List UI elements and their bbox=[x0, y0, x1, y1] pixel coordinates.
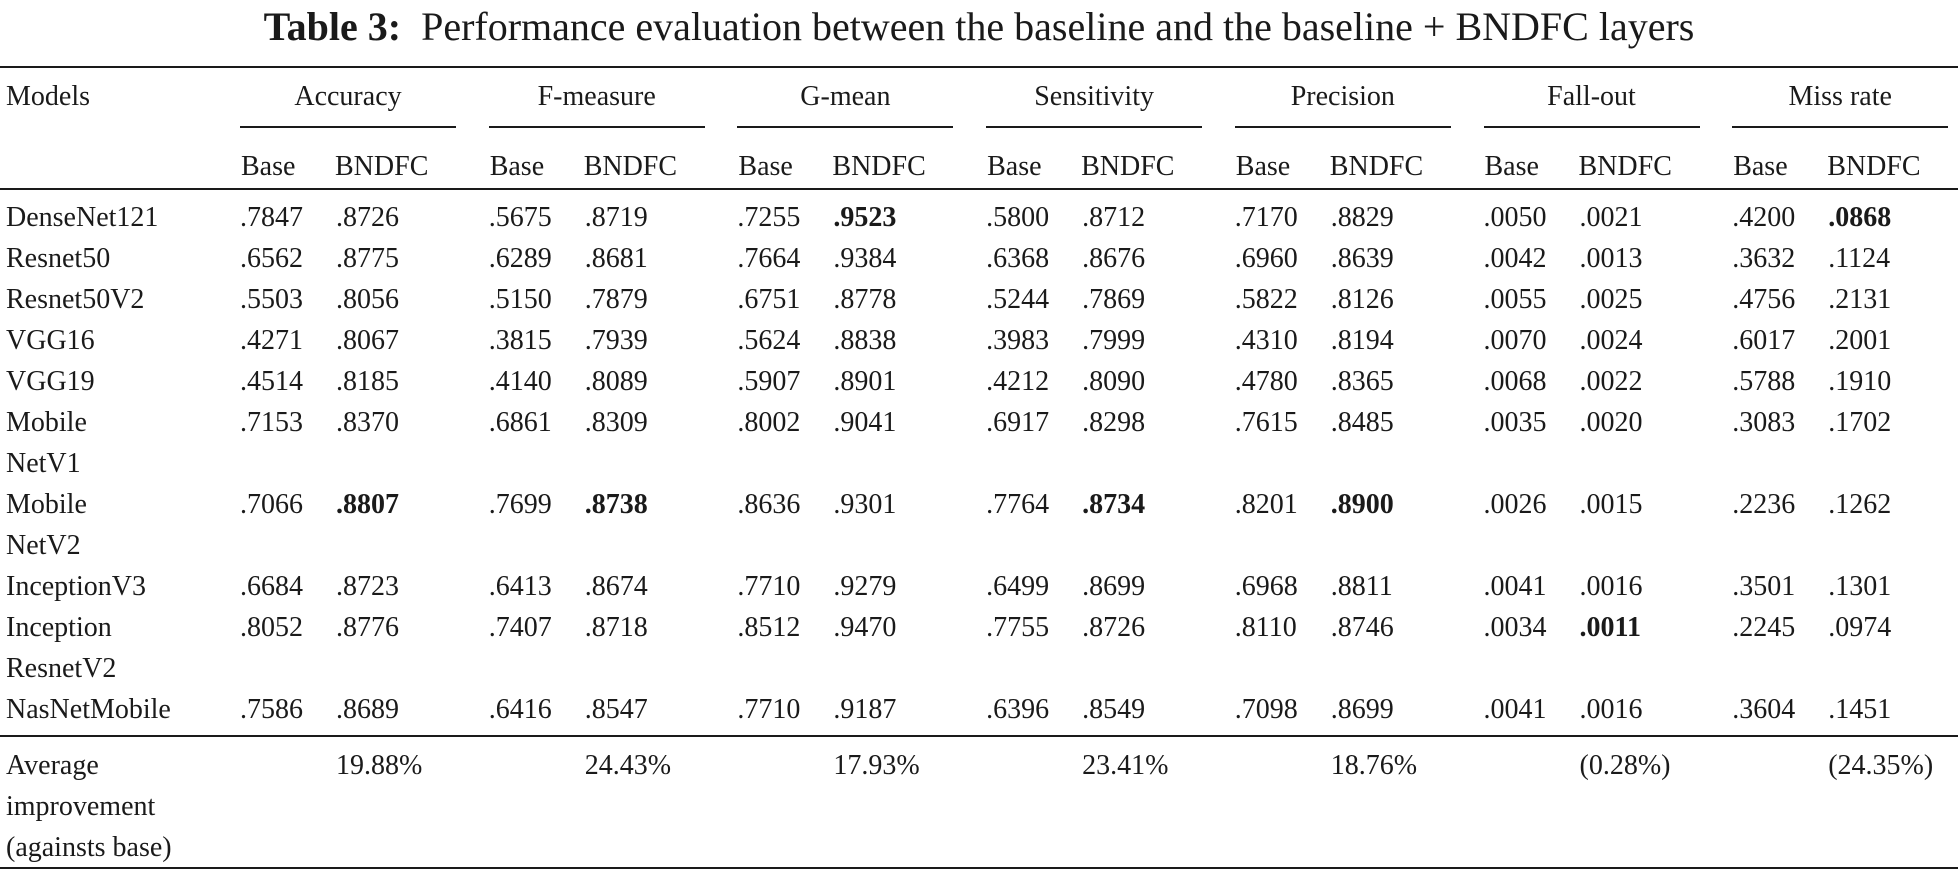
table-cell-value: .0013 bbox=[1579, 243, 1643, 274]
table-cell-value: .8738 bbox=[584, 489, 648, 520]
table-cell-value: .4756 bbox=[1732, 284, 1796, 315]
table-cell-value: .5503 bbox=[240, 284, 303, 315]
metric-group-underline bbox=[1484, 126, 1700, 128]
table-cell-value: .0025 bbox=[1579, 284, 1643, 315]
table-cell-value: .8309 bbox=[584, 407, 648, 438]
footer-improvement-value: 19.88% bbox=[336, 750, 423, 781]
table-cell-value: .8512 bbox=[737, 612, 801, 643]
table-cell-value: .0974 bbox=[1828, 612, 1892, 643]
table-cell-value: .7869 bbox=[1082, 284, 1146, 315]
table-cell-value: .8746 bbox=[1330, 612, 1394, 643]
footer-improvement-value: (0.28%) bbox=[1579, 750, 1671, 781]
table-cell-value: .8194 bbox=[1330, 325, 1394, 356]
subheader-base: Base bbox=[241, 151, 296, 182]
caption-text: Performance evaluation between the baseline and the baseline + BNDFC layers bbox=[421, 4, 1695, 49]
table-cell-value: .0016 bbox=[1579, 571, 1643, 602]
table-cell-value: .8718 bbox=[584, 612, 648, 643]
table-top-rule bbox=[0, 66, 1958, 68]
subheader-bndfc: BNDFC bbox=[335, 151, 429, 182]
table-cell-value: .8185 bbox=[336, 366, 399, 397]
table-cell-value: .6684 bbox=[240, 571, 303, 602]
subheader-bndfc: BNDFC bbox=[1827, 151, 1921, 182]
subheader-bndfc: BNDFC bbox=[832, 151, 926, 182]
table-cell-value: .9301 bbox=[833, 489, 897, 520]
row-model-name: NasNetMobile bbox=[6, 694, 171, 725]
table-cell-value: .7764 bbox=[986, 489, 1050, 520]
row-model-name: ResnetV2 bbox=[6, 653, 117, 684]
table-cell-value: .0035 bbox=[1483, 407, 1547, 438]
table-cell-value: .8900 bbox=[1330, 489, 1394, 520]
table-cell-value: .0041 bbox=[1483, 694, 1547, 725]
table-cell-value: .8699 bbox=[1330, 694, 1394, 725]
table-cell-value: .7615 bbox=[1234, 407, 1298, 438]
table-cell-value: .7755 bbox=[986, 612, 1050, 643]
row-model-name: Mobile bbox=[6, 489, 87, 520]
table-cell-value: .8712 bbox=[1082, 202, 1146, 233]
table-cell-value: .7847 bbox=[240, 202, 303, 233]
table-cell-value: .8639 bbox=[1330, 243, 1394, 274]
table-cell-value: .0068 bbox=[1483, 366, 1547, 397]
footer-improvement-value: 17.93% bbox=[833, 750, 920, 781]
table-cell-value: .7879 bbox=[584, 284, 648, 315]
subheader-bndfc: BNDFC bbox=[583, 151, 678, 182]
table-cell-value: .2131 bbox=[1828, 284, 1892, 315]
metric-group-underline bbox=[737, 126, 953, 128]
table-cell-value: .0055 bbox=[1483, 284, 1547, 315]
footer-improvement-value: 24.43% bbox=[584, 750, 672, 781]
table-cell-value: .8002 bbox=[737, 407, 801, 438]
metric-header: Fall-out bbox=[1547, 81, 1636, 112]
table-cell-value: .4271 bbox=[240, 325, 303, 356]
table-cell-value: .8726 bbox=[336, 202, 399, 233]
table-cell-value: .3083 bbox=[1732, 407, 1796, 438]
table-cell-value: .3983 bbox=[986, 325, 1050, 356]
table-cell-value: .7066 bbox=[240, 489, 303, 520]
table-cell-value: .6499 bbox=[986, 571, 1050, 602]
table-cell-value: .1124 bbox=[1828, 243, 1891, 274]
table-cell-value: .5822 bbox=[1234, 284, 1298, 315]
table-cell-value: .8201 bbox=[1234, 489, 1298, 520]
table-cell-value: .0050 bbox=[1483, 202, 1547, 233]
row-model-name: Inception bbox=[6, 612, 112, 643]
table-cell-value: .8719 bbox=[584, 202, 648, 233]
metric-header: G-mean bbox=[800, 81, 891, 112]
table-cell-value: .2245 bbox=[1732, 612, 1796, 643]
table-cell-value: .7710 bbox=[737, 694, 801, 725]
footer-improvement-value: 18.76% bbox=[1330, 750, 1418, 781]
table-cell-value: .9187 bbox=[833, 694, 897, 725]
table-cell-value: .9041 bbox=[833, 407, 897, 438]
subheader-base: Base bbox=[1235, 151, 1291, 182]
table-cell-value: .0011 bbox=[1579, 612, 1641, 643]
table-cell-value: .8056 bbox=[336, 284, 399, 315]
metric-group-underline bbox=[1732, 126, 1948, 128]
table-header-rule bbox=[0, 188, 1958, 190]
subheader-bndfc: BNDFC bbox=[1578, 151, 1672, 182]
table-bottom-rule bbox=[0, 867, 1958, 869]
row-model-name: NetV2 bbox=[6, 530, 81, 561]
table-cell-value: .0034 bbox=[1483, 612, 1547, 643]
subheader-bndfc: BNDFC bbox=[1329, 151, 1424, 182]
table-cell-value: .0015 bbox=[1579, 489, 1643, 520]
table-cell-value: .6960 bbox=[1234, 243, 1298, 274]
table-cell-value: .8110 bbox=[1234, 612, 1297, 643]
table-cell-value: .7407 bbox=[488, 612, 552, 643]
footer-improvement-value: 23.41% bbox=[1082, 750, 1169, 781]
table-cell-value: .1910 bbox=[1828, 366, 1892, 397]
table-cell-value: .8089 bbox=[584, 366, 648, 397]
table-cell-value: .8365 bbox=[1330, 366, 1394, 397]
caption-label: Table 3: bbox=[263, 4, 402, 49]
table-cell-value: .6289 bbox=[488, 243, 552, 274]
table-cell-value: .8298 bbox=[1082, 407, 1146, 438]
table-cell-value: .6396 bbox=[986, 694, 1050, 725]
table-cell-value: .4310 bbox=[1234, 325, 1298, 356]
table-cell-value: .0041 bbox=[1483, 571, 1547, 602]
table-cell-value: .8775 bbox=[336, 243, 399, 274]
column-header-models: Models bbox=[6, 81, 90, 112]
table-cell-value: .4200 bbox=[1732, 202, 1796, 233]
table-cell-value: .8052 bbox=[240, 612, 303, 643]
table-cell-value: .8636 bbox=[737, 489, 801, 520]
table-cell-value: .8807 bbox=[336, 489, 399, 520]
table-cell-value: .0021 bbox=[1579, 202, 1643, 233]
table-body-rule bbox=[0, 735, 1958, 737]
metric-header: Miss rate bbox=[1788, 81, 1892, 112]
table-cell-value: .8067 bbox=[336, 325, 399, 356]
table-cell-value: .8726 bbox=[1082, 612, 1146, 643]
table-cell-value: .1451 bbox=[1828, 694, 1892, 725]
table-cell-value: .8126 bbox=[1330, 284, 1394, 315]
table-cell-value: .7153 bbox=[240, 407, 303, 438]
table-cell-value: .1301 bbox=[1828, 571, 1892, 602]
table-cell-value: .8676 bbox=[1082, 243, 1146, 274]
table-cell-value: .5675 bbox=[488, 202, 552, 233]
table-cell-value: .6368 bbox=[986, 243, 1050, 274]
table-cell-value: .5244 bbox=[986, 284, 1050, 315]
table-cell-value: .2001 bbox=[1828, 325, 1892, 356]
table-cell-value: .5624 bbox=[737, 325, 801, 356]
table-cell-value: .5800 bbox=[986, 202, 1050, 233]
table-cell-value: .0024 bbox=[1579, 325, 1643, 356]
table-cell-value: .7170 bbox=[1234, 202, 1298, 233]
table-cell-value: .7586 bbox=[240, 694, 303, 725]
table-cell-value: .7255 bbox=[737, 202, 801, 233]
table-cell-value: .4212 bbox=[986, 366, 1050, 397]
table-cell-value: .9523 bbox=[833, 202, 897, 233]
row-model-name: NetV1 bbox=[6, 448, 81, 479]
table-cell-value: .0026 bbox=[1483, 489, 1547, 520]
table-cell-value: .3604 bbox=[1732, 694, 1796, 725]
table-cell-value: .0022 bbox=[1579, 366, 1643, 397]
table-cell-value: .7664 bbox=[737, 243, 801, 274]
row-model-name: Resnet50 bbox=[6, 243, 111, 274]
table-cell-value: .8901 bbox=[833, 366, 897, 397]
footer-label: (againsts base) bbox=[6, 832, 172, 863]
table-cell-value: .7999 bbox=[1082, 325, 1146, 356]
table-cell-value: .0016 bbox=[1579, 694, 1643, 725]
table-cell-value: .8699 bbox=[1082, 571, 1146, 602]
subheader-base: Base bbox=[738, 151, 793, 182]
table-cell-value: .8547 bbox=[584, 694, 648, 725]
table-cell-value: .6017 bbox=[1732, 325, 1796, 356]
table-cell-value: .0020 bbox=[1579, 407, 1643, 438]
table-cell-value: .6968 bbox=[1234, 571, 1298, 602]
table-cell-value: .3632 bbox=[1732, 243, 1796, 274]
metric-header: Sensitivity bbox=[1034, 81, 1154, 112]
table-cell-value: .4140 bbox=[488, 366, 552, 397]
table-cell-value: .8734 bbox=[1082, 489, 1146, 520]
table-cell-value: .6562 bbox=[240, 243, 303, 274]
metric-header: Precision bbox=[1290, 81, 1395, 112]
table-cell-value: .5907 bbox=[737, 366, 801, 397]
footer-label: improvement bbox=[6, 791, 156, 822]
table-cell-value: .7699 bbox=[488, 489, 552, 520]
table-cell-value: .7710 bbox=[737, 571, 801, 602]
table-cell-value: .7939 bbox=[584, 325, 648, 356]
table-cell-value: .8090 bbox=[1082, 366, 1146, 397]
table-cell-value: .8811 bbox=[1330, 571, 1393, 602]
metric-header: Accuracy bbox=[294, 81, 402, 112]
row-model-name: Resnet50V2 bbox=[6, 284, 145, 315]
table-cell-value: .9470 bbox=[833, 612, 897, 643]
table-cell-value: .8838 bbox=[833, 325, 897, 356]
table-cell-value: .3815 bbox=[488, 325, 552, 356]
table-cell-value: .8689 bbox=[336, 694, 399, 725]
table-cell-value: .1262 bbox=[1828, 489, 1892, 520]
subheader-bndfc: BNDFC bbox=[1081, 151, 1175, 182]
row-model-name: VGG16 bbox=[6, 325, 95, 356]
table-cell-value: .1702 bbox=[1828, 407, 1892, 438]
row-model-name: DenseNet121 bbox=[6, 202, 159, 233]
table-cell-value: .7098 bbox=[1234, 694, 1298, 725]
table-cell-value: .3501 bbox=[1732, 571, 1796, 602]
table-cell-value: .8778 bbox=[833, 284, 897, 315]
table-cell-value: .5150 bbox=[488, 284, 552, 315]
footer-label: Average bbox=[6, 750, 99, 781]
table-cell-value: .0070 bbox=[1483, 325, 1547, 356]
table-cell-value: .0868 bbox=[1828, 202, 1892, 233]
table-cell-value: .8485 bbox=[1330, 407, 1394, 438]
row-model-name: VGG19 bbox=[6, 366, 95, 397]
row-model-name: Mobile bbox=[6, 407, 87, 438]
table-cell-value: .6917 bbox=[986, 407, 1050, 438]
metric-group-underline bbox=[986, 126, 1202, 128]
subheader-base: Base bbox=[1733, 151, 1788, 182]
table-cell-value: .6416 bbox=[488, 694, 552, 725]
subheader-base: Base bbox=[987, 151, 1042, 182]
table-cell-value: .8829 bbox=[1330, 202, 1394, 233]
subheader-base: Base bbox=[1484, 151, 1539, 182]
table-cell-value: .2236 bbox=[1732, 489, 1796, 520]
metric-group-underline bbox=[240, 126, 456, 128]
table-cell-value: .6751 bbox=[737, 284, 801, 315]
table-cell-value: .8776 bbox=[336, 612, 399, 643]
row-model-name: InceptionV3 bbox=[6, 571, 146, 602]
table-cell-value: .8723 bbox=[336, 571, 399, 602]
table-cell-value: .8681 bbox=[584, 243, 648, 274]
table-cell-value: .0042 bbox=[1483, 243, 1547, 274]
subheader-base: Base bbox=[489, 151, 545, 182]
table-cell-value: .8370 bbox=[336, 407, 399, 438]
metric-group-underline bbox=[1235, 126, 1451, 128]
table-cell-value: .6413 bbox=[488, 571, 552, 602]
table-cell-value: .5788 bbox=[1732, 366, 1796, 397]
table-cell-value: .4780 bbox=[1234, 366, 1298, 397]
table-cell-value: .9384 bbox=[833, 243, 897, 274]
table-caption bbox=[0, 2, 1958, 52]
metric-header: F-measure bbox=[537, 81, 656, 112]
footer-improvement-value: (24.35%) bbox=[1828, 750, 1934, 781]
metric-group-underline bbox=[489, 126, 705, 128]
table-cell-value: .8549 bbox=[1082, 694, 1146, 725]
table-cell-value: .9279 bbox=[833, 571, 897, 602]
table-cell-value: .8674 bbox=[584, 571, 648, 602]
table-cell-value: .6861 bbox=[488, 407, 552, 438]
table-cell-value: .4514 bbox=[240, 366, 303, 397]
